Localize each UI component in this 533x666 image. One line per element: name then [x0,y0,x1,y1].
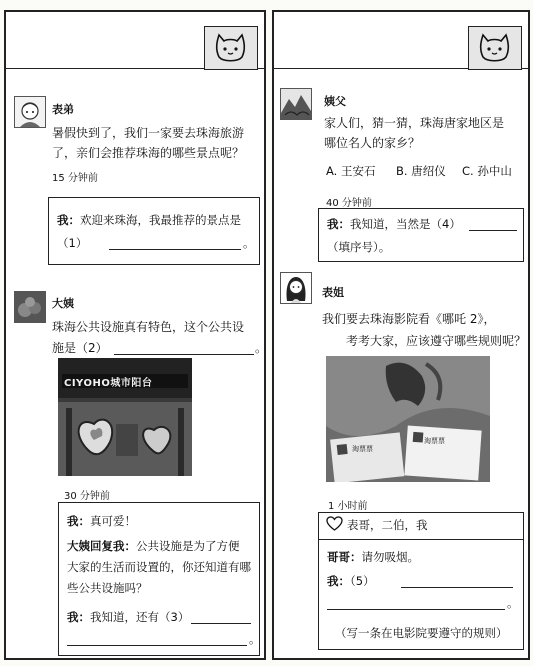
comment-box [318,512,524,650]
comment-author: 哥哥： [327,550,362,564]
reply-content: （填序号）。 [327,240,391,254]
post-author-name[interactable]: 表弟 [52,103,74,116]
post-text-period: 。 [255,341,268,355]
comment-author: 我： [67,610,90,624]
city-balcony-photo[interactable] [58,358,192,476]
comment-author: 大姨回复我： [67,539,136,553]
answer-blank-5b[interactable] [327,609,505,610]
answer-blank-5a[interactable] [401,587,513,588]
ticket-brand-text: 淘票票 [352,445,373,453]
heart-icon[interactable] [326,516,343,535]
option-a: A. 王安石 [326,164,376,178]
post-author-name[interactable]: 大姨 [52,297,74,310]
comment-content: 请勿吸烟。 [361,550,419,564]
option-c: C. 孙中山 [462,164,512,178]
post-author-name[interactable]: 姨父 [324,95,346,108]
likes-names: 表哥，二伯，我 [347,518,428,532]
post-timestamp: 1 小时前 [328,501,368,512]
reply-box [48,197,260,265]
comment-author: 我： [327,574,350,588]
reply-author: 我： [57,213,80,227]
likes-bar [319,513,523,540]
comment-author: 我： [67,514,90,528]
post-text-line: 了，亲们会推荐珠海的哪些景点呢？ [52,146,245,160]
right-header-bar [274,12,528,69]
left-header-bar [6,12,264,69]
post-timestamp: 30 分钟前 [64,491,110,502]
right-panel [272,10,530,660]
avatar-cousin-girl[interactable] [280,272,312,304]
post-text-line: 考考大家，应该遵守哪些规则呢？ [346,334,527,348]
answer-blank-4[interactable] [469,230,517,231]
post-text-line: 哪位名人的家乡？ [324,136,421,150]
comment-line [67,536,240,556]
post-text-line [52,338,108,358]
answer-hint: （写一条在电影院要遵守的规则） [335,626,508,640]
post-text-blank-label: 施是（2） [52,341,108,355]
reply-blank-label: （1） [57,236,88,250]
answer-blank-3a[interactable] [191,623,251,624]
cat-icon [204,26,258,70]
answer-blank-1[interactable] [109,249,241,250]
comment-period: 。 [249,632,261,646]
comment-content: 公共设施是为了方便 [136,539,240,553]
reply-text [327,214,461,234]
avatar-uncle[interactable] [280,88,312,120]
answer-blank-2[interactable] [114,354,254,355]
option-b: B. 唐绍仪 [396,164,446,178]
comment-line [67,511,136,531]
comment-content: 我知道，还有（3） [90,610,190,624]
reply-content: 欢迎来珠海，我最推荐的景点是 [80,213,241,227]
post-text-line: 家人们，猜一猜，珠海唐家地区是 [324,116,505,130]
cat-icon [468,26,522,70]
comment-content: 大家的生活而设置的，你还知道有哪 [67,560,251,574]
reply-box [318,208,524,262]
answer-blank-3b[interactable] [67,645,247,646]
comment-content: 些公共设施吗？ [67,581,148,595]
comment-content: （5） [350,574,375,588]
comment-period: 。 [507,596,519,610]
reply-text [57,210,241,230]
comment-box [58,502,260,656]
reply-period: 。 [243,236,255,250]
photo-sign-text: CIYOHO城市阳台 [64,378,153,389]
comment-line [67,607,189,627]
comment-line [327,547,419,567]
ticket-brand-text-2: 淘票票 [424,437,445,445]
avatar-cousin-boy[interactable] [14,96,46,128]
left-panel [4,10,266,660]
comment-content: 真可爱！ [90,514,136,528]
post-text-line: 我们要去珠海影院看《哪吒 2》， [322,312,496,326]
post-text-line: 暑假快到了，我们一家要去珠海旅游 [52,126,245,140]
post-timestamp: 15 分钟前 [52,173,98,184]
post-timestamp: 40 分钟前 [326,198,372,209]
avatar-aunt[interactable] [14,291,46,323]
post-author-name[interactable]: 表姐 [322,286,344,299]
post-text-line: 珠海公共设施真有特色，这个公共设 [52,320,245,334]
movie-ticket-photo[interactable] [326,356,490,482]
comment-line [327,571,375,591]
reply-author: 我： [327,217,350,231]
reply-content: 我知道，当然是（4） [350,217,461,231]
